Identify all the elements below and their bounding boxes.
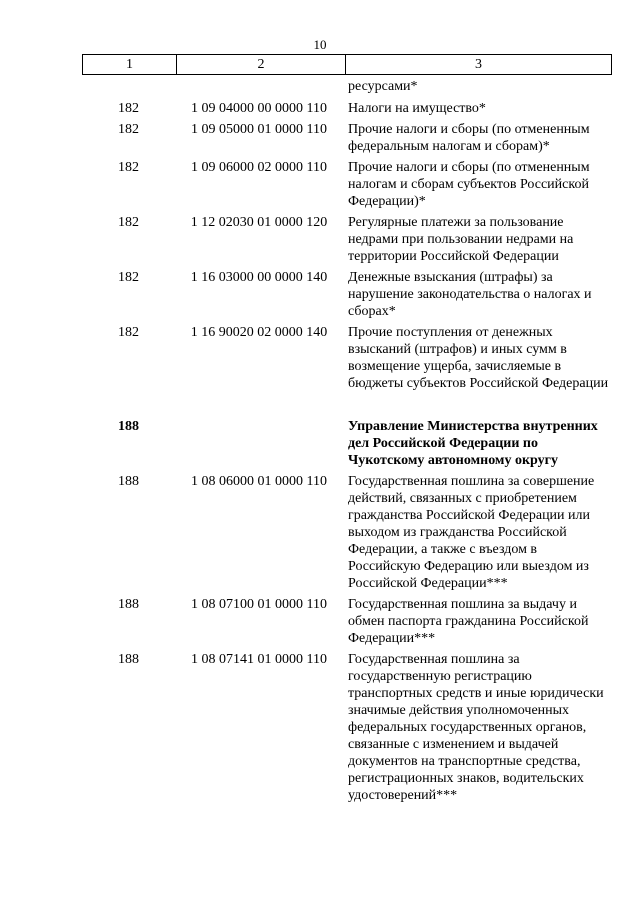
admin-code: 182	[118, 122, 139, 137]
table-body	[82, 78, 612, 804]
table-row	[82, 269, 612, 320]
table-row	[82, 121, 612, 155]
table-row	[82, 596, 612, 647]
budget-code	[175, 418, 343, 469]
budget-code: 1 09 05000 01 0000 110	[191, 122, 327, 137]
table-row	[82, 473, 612, 592]
budget-code: 1 09 04000 00 0000 110	[191, 101, 327, 116]
revenue-name: Регулярные платежи за пользование недрами при пользовании недрами на территории Российской Федерации	[348, 215, 574, 264]
budget-code: 1 16 90020 02 0000 140	[190, 325, 328, 340]
administrator-name: Управление Министерства внутренних дел Российской Федерации по Чукотскому автономному округу	[348, 419, 598, 468]
table-row	[82, 651, 612, 804]
header-col-2: 2	[177, 55, 346, 74]
header-col-1: 1	[83, 55, 177, 74]
revenue-name: Государственная пошлина за выдачу и обмен паспорта гражданина Российской Федерации***	[348, 597, 589, 646]
table-row	[82, 324, 612, 392]
revenue-name: Государственная пошлина за совершение действий, связанных с приобретением гражданства Российской Федерации или выходом из гражданства Российской Федерации, а также с въездом в Российскую Федерацию или выездом из Российской Федерации***	[348, 474, 595, 591]
admin-code: 182	[118, 270, 139, 285]
admin-code: 188	[118, 474, 139, 489]
page-number: 10	[313, 37, 327, 52]
budget-code: 1 08 07141 01 0000 110	[191, 652, 327, 667]
revenue-name: Прочие поступления от денежных взысканий (штрафов) и иных сумм в возмещение ущерба, зачисляемые в бюджеты субъектов Российской Федерации	[348, 325, 609, 391]
revenue-name: Налоги на имущество*	[348, 101, 486, 116]
admin-code: 188	[118, 597, 139, 612]
admin-code: 182	[118, 215, 139, 230]
admin-code: 182	[118, 101, 139, 116]
budget-code: 1 08 06000 01 0000 110	[191, 474, 327, 489]
revenue-name: Государственная пошлина за государственную регистрацию транспортных средств и иные юридически значимые действия уполномоченных федеральных государственных органов, связанные с изменением и выдачей документов на транспортные средства, регистрационных знаков, водительских удостоверений***	[348, 652, 604, 803]
section-header-row	[82, 418, 612, 469]
table-row	[82, 100, 612, 117]
budget-code: 1 09 06000 02 0000 110	[191, 160, 327, 175]
table-header	[82, 54, 612, 75]
admin-code: 188	[118, 419, 139, 434]
revenue-name: Прочие налоги и сборы (по отмененным налогам и сборам субъектов Российской Федерации)*	[348, 160, 590, 209]
table-row	[82, 159, 612, 210]
budget-code: 1 08 07100 01 0000 110	[191, 597, 327, 612]
table-row	[82, 214, 612, 265]
continuation-row	[82, 78, 612, 95]
admin-code: 182	[118, 160, 139, 175]
revenue-name: Прочие налоги и сборы (по отмененным федеральным налогам и сборам)*	[348, 122, 590, 154]
continuation-text: ресурсами*	[348, 79, 418, 94]
budget-code: 1 16 03000 00 0000 140	[190, 270, 328, 285]
budget-code: 1 12 02030 01 0000 120	[190, 215, 328, 230]
header-col-3: 3	[475, 57, 482, 72]
revenue-name: Денежные взыскания (штрафы) за нарушение законодательства о налогах и сборах*	[348, 270, 592, 319]
admin-code: 182	[118, 325, 139, 340]
admin-code: 188	[118, 652, 139, 667]
